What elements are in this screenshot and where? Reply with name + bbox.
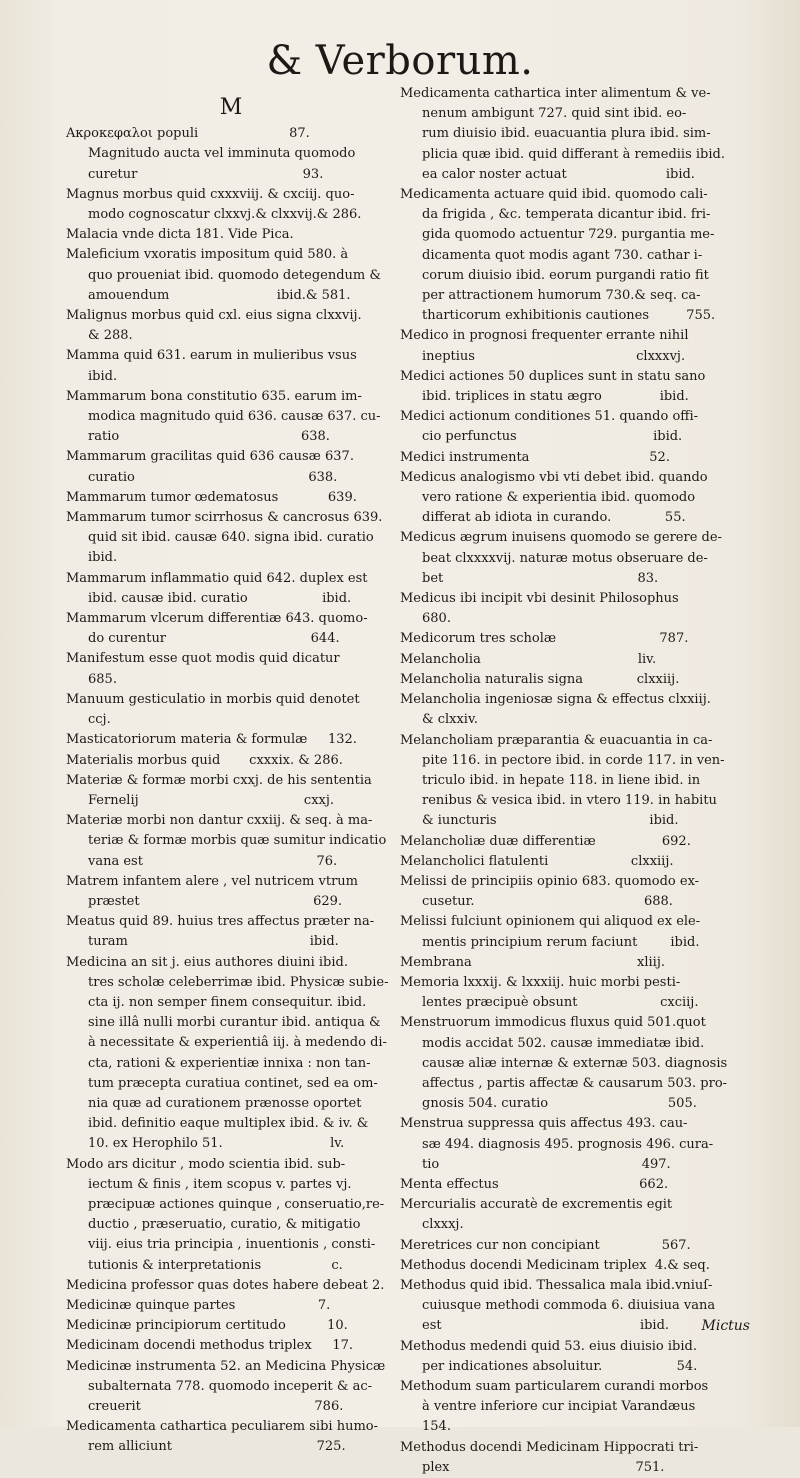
index-line: Medicus ibi incipit vbi desinit Philosophus: [400, 591, 679, 607]
index-line: viij. eius tria principia , inuentionis , consti-: [88, 1237, 376, 1253]
index-entry: [400, 973, 710, 1013]
index-line: Melancholia liv.: [400, 651, 657, 667]
index-line: Medici actiones 50 duplices sunt in statu sano: [400, 368, 706, 384]
index-line: plicia quæ ibid. quid differant à remediis ibid.: [422, 146, 725, 162]
index-entry: [66, 690, 396, 730]
index-line: Melancholia ingeniosæ signa & effectus clxxiij.: [400, 692, 711, 708]
index-line: Manifestum esse quot modis quid dicatur: [66, 651, 340, 667]
index-line: Malignus morbus quid cxl. eius signa clxxvij.: [66, 308, 362, 324]
index-line: ibid.: [88, 550, 118, 566]
index-line: Modo ars dicitur , modo scientia ibid. sub-: [66, 1156, 346, 1172]
index-line: Magnitudo aucta vel imminuta quomodo: [88, 146, 356, 162]
index-line: Mammarum inflammatio quid 642. duplex est: [66, 570, 368, 586]
index-line: cio perfunctus ibid.: [422, 429, 683, 445]
index-entry: [66, 730, 396, 750]
index-line: ductio , præseruatio, curatio, & mitigatio: [88, 1217, 361, 1233]
index-entry: [400, 629, 710, 649]
index-line: Meretrices cur non concipiant 567.: [400, 1237, 691, 1253]
index-line: Mammarum bona constitutio 635. earum im-: [66, 388, 362, 404]
index-line: ibid.: [88, 368, 118, 384]
index-line: Medicus ægrum inuisens quomodo se gerere de-: [400, 530, 722, 546]
index-entry: [400, 1256, 710, 1276]
index-line: modis accidat 502. causæ immediatæ ibid.: [422, 1035, 705, 1051]
index-line: clxxxj.: [422, 1217, 464, 1233]
index-line: Mammarum gracilitas quid 636 causæ 637.: [66, 449, 354, 465]
index-line: Menstrua suppressa quis affectus 493. cau-: [400, 1116, 688, 1132]
index-line: Medicorum tres scholæ 787.: [400, 631, 689, 647]
index-line: est ibid.: [422, 1318, 670, 1334]
index-line: rem alliciunt 725.: [88, 1439, 346, 1455]
index-line: iectum & finis , item scopus v. partes vj.: [88, 1176, 352, 1192]
index-line: Medicinæ instrumenta 52. an Medicina Physicæ: [66, 1358, 386, 1374]
index-line: Melancholiam præparantia & euacuantia in ca-: [400, 732, 713, 748]
index-line: nenum ambigunt 727. quid sint ibid. eo-: [422, 106, 687, 122]
index-line: à necessitate & experientiâ iij. à medendo di-: [88, 1035, 387, 1051]
index-line: dicamenta quot modis agant 730. cathar i-: [422, 247, 703, 263]
index-entry: [400, 1276, 716, 1337]
index-line: Methodus docendi Medicinam triplex 4.& seq.: [400, 1257, 710, 1273]
index-entry: [66, 1155, 396, 1276]
index-line: Medicinæ quinque partes 7.: [66, 1297, 331, 1313]
index-line: Melancholiæ duæ differentiæ 692.: [400, 833, 691, 849]
index-line: 680.: [422, 611, 451, 627]
index-entry: [400, 1114, 714, 1175]
index-line: Meatus quid 89. huius tres affectus præter na-: [66, 914, 375, 930]
index-entry: [66, 872, 396, 912]
index-line: ineptius clxxxvj.: [422, 348, 686, 364]
index-entry: [400, 326, 710, 366]
index-line: tharticorum exhibitionis cautiones 755.: [422, 308, 716, 324]
index-line: Methodum suam particularem curandi morbos: [400, 1379, 709, 1394]
index-line: Medicamenta actuare quid ibid. quomodo cali-: [400, 187, 708, 203]
index-entry: [66, 306, 396, 346]
index-line: affectus , partis affectæ & causarum 503. pro-: [422, 1075, 728, 1091]
index-line: Mercurialis accuratè de excrementis egit: [400, 1197, 673, 1213]
index-line: Methodus quid ibid. Thessalica mala ibid.vniuſ-: [400, 1277, 713, 1293]
index-entry: [66, 953, 396, 1155]
index-entry: [66, 811, 396, 872]
index-entry: [66, 346, 396, 386]
index-line: quo proueniat ibid. quomodo detegendum &: [88, 267, 381, 283]
index-entry: [400, 448, 710, 468]
index-entry: [400, 1377, 710, 1438]
index-line: Melissi fulciunt opinionem qui aliquod ex ele-: [400, 914, 701, 930]
index-entry: [400, 852, 710, 872]
index-entry: [400, 832, 710, 852]
index-entry: [66, 1316, 396, 1336]
index-line: creuerit 786.: [88, 1399, 344, 1414]
index-line: triculo ibid. in hepate 118. in liene ibid. in: [422, 772, 701, 788]
index-entry: [400, 953, 710, 973]
index-line: vero ratione & experientia ibid. quomodo: [422, 490, 696, 506]
index-line: gnosis 504. curatio 505.: [422, 1096, 697, 1112]
index-entry: [400, 185, 716, 326]
index-line: Methodus medendi quid 53. eius diuisio ibid.: [400, 1338, 697, 1354]
index-line: Melancholici flatulenti clxxiij.: [400, 853, 674, 869]
index-line: Materiæ & formæ morbi cxxj. de his sententia: [66, 772, 372, 788]
index-entry: [400, 670, 710, 690]
index-entry: [66, 649, 396, 689]
index-line: sine illâ nulli morbi curantur ibid. antiqua &: [88, 1015, 381, 1031]
index-line: da frigida , &c. temperata dicantur ibid. fri-: [422, 207, 711, 223]
index-line: quid sit ibid. causæ 640. signa ibid. curatio: [88, 530, 374, 546]
index-entry: [66, 387, 396, 448]
index-entry: [400, 1195, 710, 1235]
index-line: lentes præcipuè obsunt cxciij.: [422, 995, 699, 1011]
index-line: plex 751.: [422, 1459, 665, 1475]
index-line: à ventre inferiore cur incipiat Varandæus: [422, 1399, 696, 1415]
index-entry: [66, 771, 396, 811]
index-line: sæ 494. diagnosis 495. prognosis 496. cura-: [422, 1136, 714, 1152]
index-line: Menstruorum immodicus fluxus quid 501.quot: [400, 1015, 706, 1031]
index-line: nia quæ ad curationem prænosse oportet: [88, 1095, 362, 1111]
index-entry: [400, 1175, 710, 1195]
index-line: Mammarum vlcerum differentiæ 643. quomo-: [66, 611, 368, 627]
left-entries: [66, 124, 396, 1457]
index-entry: [400, 1013, 728, 1114]
index-line: ratio 638.: [88, 429, 330, 445]
left-column: [66, 84, 396, 1458]
index-line: turam ibid.: [88, 934, 339, 950]
index-line: rum diuisio ibid. euacuantia plura ibid. sim-: [422, 126, 711, 142]
index-entry: [66, 1276, 396, 1296]
index-line: differat ab idiota in curando. 55.: [422, 510, 686, 526]
index-line: Materiæ morbi non dantur cxxiij. & seq. à ma-: [66, 813, 373, 829]
index-line: teriæ & formæ morbis quæ sumitur indicatio: [88, 833, 387, 849]
index-line: tutionis & interpretationis c.: [88, 1257, 343, 1273]
index-line: ccj.: [88, 712, 111, 728]
index-line: Membrana xliij.: [400, 954, 666, 970]
index-line: curatio 638.: [88, 469, 338, 485]
index-line: ibid. triplices in statu ægro ibid.: [422, 389, 689, 405]
index-line: & clxxiv.: [422, 712, 478, 728]
index-entry: [66, 751, 396, 771]
index-line: Fernelij cxxj.: [88, 792, 335, 808]
index-line: bet 83.: [422, 570, 659, 586]
index-line: Ακροκεφαλοι populi 87.: [66, 126, 310, 142]
index-line: 154.: [422, 1419, 451, 1435]
index-line: renibus & vesica ibid. in vtero 119. in habitu: [422, 793, 717, 809]
index-line: Medicus analogismo vbi vti debet ibid. quando: [400, 469, 708, 485]
index-line: cta ij. non semper finem consequitur. ibid.: [88, 994, 367, 1010]
index-entry: [400, 912, 710, 952]
index-line: amouendum ibid.& 581.: [88, 287, 351, 303]
index-line: tum præcepta curatiua continet, sed ea om-: [88, 1075, 378, 1091]
index-line: tres scholæ celeberrimæ ibid. Physicæ subie-: [88, 974, 389, 990]
index-entry: [66, 508, 396, 569]
index-entry: [400, 1438, 710, 1478]
page-title: & Verborum.: [266, 38, 534, 84]
index-line: corum diuisio ibid. eorum purgandi ratio fit: [422, 267, 709, 283]
index-line: cta, rationi & experientiæ innixa : non tan-: [88, 1055, 371, 1071]
index-line: ea calor noster actuat ibid.: [422, 166, 695, 182]
index-line: beat clxxxxvij. naturæ motus obseruare de-: [422, 550, 708, 566]
index-line: Maleficium vxoratis impositum quid 580. à: [66, 247, 349, 263]
index-line: Medico in prognosi frequenter errante nihil: [400, 328, 689, 344]
index-line: modo cognoscatur clxxvj.& clxxvij.& 286.: [88, 207, 362, 223]
index-entry: [400, 589, 710, 629]
index-line: subalternata 778. quomodo inceperit & ac-: [88, 1378, 373, 1394]
index-line: modica magnitudo quid 636. causæ 637. cu-: [88, 409, 381, 425]
index-entry: [400, 468, 710, 529]
index-entry: [66, 1336, 396, 1356]
index-line: Mamma quid 631. earum in mulieribus vsus: [66, 348, 357, 364]
index-line: Masticatoriorum materia & formulæ 132.: [66, 732, 357, 748]
index-entry: [400, 650, 710, 670]
index-line: Mammarum tumor œdematosus 639.: [66, 489, 357, 505]
index-line: vana est 76.: [88, 853, 338, 869]
index-line: cusetur. 688.: [422, 894, 673, 910]
index-entry: [66, 1357, 396, 1418]
index-entry: [400, 872, 710, 912]
index-line: ibid. causæ ibid. curatio ibid.: [88, 590, 352, 606]
index-line: tio 497.: [422, 1156, 671, 1172]
index-entry: [66, 569, 396, 609]
index-line: cuiusque methodi commoda 6. diuisiua vana: [422, 1298, 716, 1314]
index-line: & 288.: [88, 328, 133, 344]
index-entry: [400, 1337, 710, 1377]
index-line: præcipuæ actiones quinque , conseruatio,re-: [88, 1196, 385, 1212]
index-line: do curentur 644.: [88, 631, 340, 647]
index-line: Medicina an sit j. eius authores diuini ibid.: [66, 954, 348, 970]
index-entry: [66, 245, 396, 306]
index-line: Malacia vnde dicta 181. Vide Pica.: [66, 227, 294, 243]
index-entry: [66, 488, 396, 508]
index-line: Medicina professor quas dotes habere debeat 2.: [66, 1277, 385, 1293]
index-line: ibid. definitio eaque multiplex ibid. & iv. &: [88, 1116, 369, 1132]
index-entry: [400, 690, 710, 730]
index-line: Medici actionum conditiones 51. quando offi-: [400, 409, 699, 425]
index-entry: [400, 407, 710, 447]
index-entry: [66, 185, 396, 225]
index-line: causæ aliæ internæ & externæ 503. diagnosis: [422, 1055, 728, 1071]
index-entry: [66, 447, 396, 487]
index-line: per indicationes absoluitur. 54.: [422, 1358, 698, 1374]
index-entry: [66, 609, 396, 649]
index-entry: [66, 912, 396, 952]
index-line: Medici instrumenta 52.: [400, 449, 670, 465]
index-line: Melancholia naturalis signa clxxiij.: [400, 671, 680, 687]
index-line: Memoria lxxxij. & lxxxiij. huic morbi pesti-: [400, 974, 681, 990]
index-line: Methodus docendi Medicinam Hippocrati tri-: [400, 1439, 699, 1455]
index-line: Medicamenta cathartica peculiarem sibi humo-: [66, 1419, 378, 1435]
index-line: gida quomodo actuentur 729. purgantia me-: [422, 227, 715, 243]
index-entry: [400, 367, 710, 407]
index-line: Materialis morbus quid cxxxix. & 286.: [66, 752, 343, 768]
index-line: præstet 629.: [88, 893, 343, 909]
index-line: mentis principium rerum faciunt ibid.: [422, 934, 700, 950]
index-line: Melissi de principiis opinio 683. quomodo ex-: [400, 873, 700, 889]
index-entry: [400, 1236, 710, 1256]
index-line: Manuum gesticulatio in morbis quid denotet: [66, 691, 360, 707]
index-line: 685.: [88, 671, 117, 687]
index-line: Menta effectus 662.: [400, 1176, 669, 1192]
index-line: curetur 93.: [88, 166, 324, 182]
index-entry: [400, 84, 725, 185]
index-line: Matrem infantem alere , vel nutricem vtrum: [66, 873, 358, 889]
section-letter: M: [219, 95, 243, 120]
index-line: Medicinæ principiorum certitudo 10.: [66, 1318, 348, 1334]
index-entry: [400, 731, 725, 832]
index-line: & iuncturis ibid.: [422, 813, 679, 829]
index-line: Magnus morbus quid cxxxviij. & cxciij. quo-: [66, 186, 355, 202]
catchword: Mictus: [701, 1318, 750, 1334]
index-entry: [66, 225, 396, 245]
index-entry: [66, 124, 396, 185]
index-line: pite 116. in pectore ibid. in corde 117. in ven-: [422, 752, 725, 768]
index-entry: [66, 1417, 396, 1457]
index-line: Medicinam docendi methodus triplex 17.: [66, 1338, 353, 1354]
index-line: per attractionem humorum 730.& seq. ca-: [422, 288, 701, 304]
index-entry: [66, 1296, 396, 1316]
index-line: 10. ex Herophilo 51. lv.: [88, 1136, 345, 1152]
index-entry: [400, 528, 722, 589]
index-line: Medicamenta cathartica inter alimentum & ve-: [400, 86, 711, 101]
index-line: Mammarum tumor scirrhosus & cancrosus 639.: [66, 510, 383, 526]
